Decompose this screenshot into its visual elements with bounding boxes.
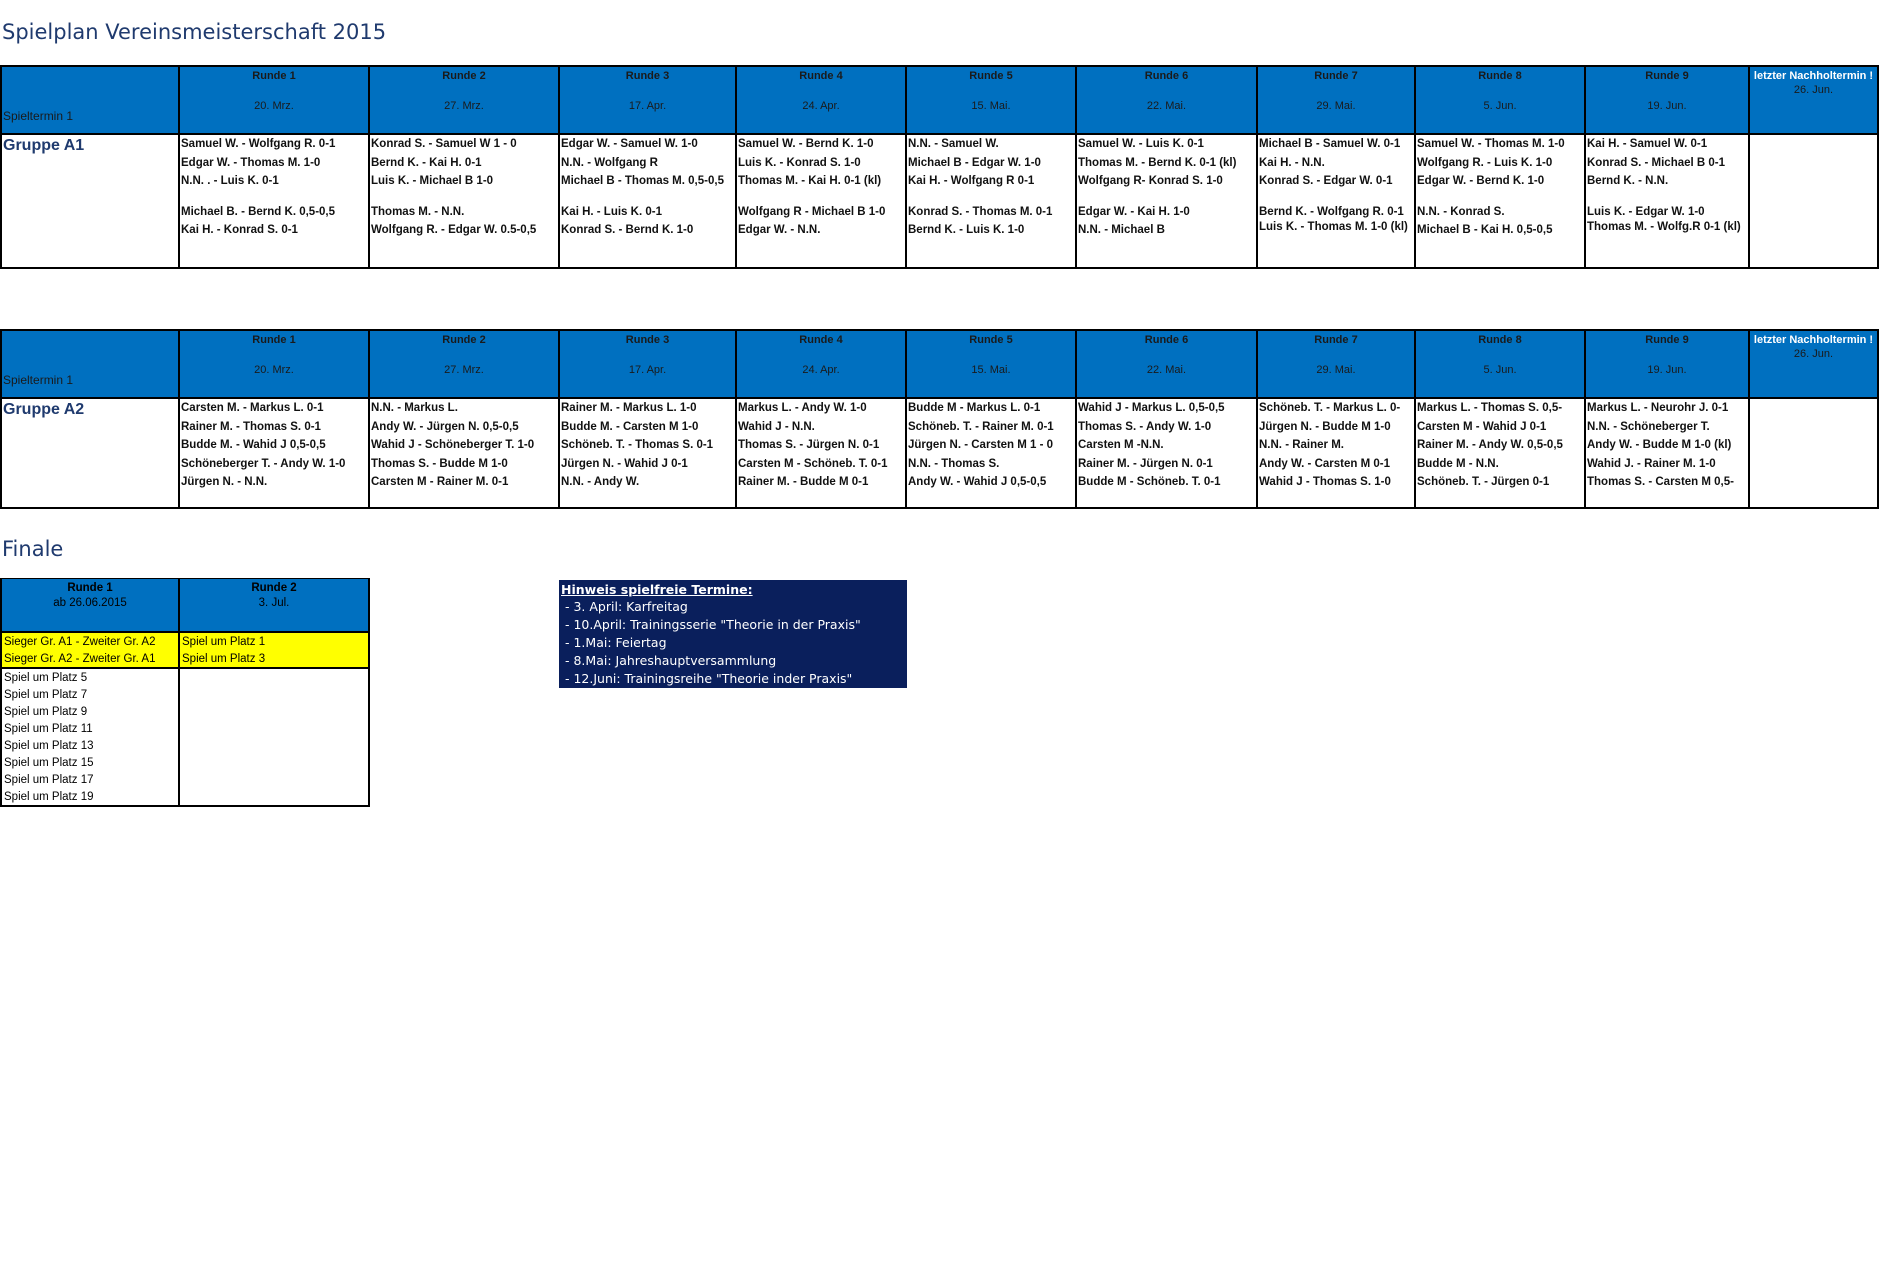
round-date: 19. Jun. — [1647, 100, 1687, 112]
match-entry: Rainer M. - Thomas S. 0-1 — [181, 420, 321, 433]
round-header-8[interactable] — [1415, 66, 1585, 134]
finale-placement[interactable] — [179, 720, 369, 737]
match-entry: Andy W. - Carsten M 0-1 — [1259, 457, 1390, 470]
note-item: - 12.Juni: Trainingsreihe "Theorie inder Praxis" — [565, 671, 853, 686]
round-cell-1[interactable] — [179, 398, 369, 508]
finale-r1-date: ab 26.06.2015 — [53, 597, 127, 609]
match-entry: Bernd K. - Wolfgang R. 0-1 — [1259, 205, 1404, 218]
finale-placement[interactable] — [179, 771, 369, 788]
round-cell-8[interactable] — [1415, 398, 1585, 508]
match-entry: Wolfgang R- Konrad S. 1-0 — [1078, 175, 1223, 187]
last-makeup-label: letzter Nachholtermin ! — [1753, 334, 1874, 346]
group-label-cell — [1, 134, 179, 268]
round-label: Runde 2 — [442, 70, 486, 82]
match-entry: Thomas M. - Bernd K. 0-1 (kl) — [1078, 156, 1237, 169]
round-label: Runde 9 — [1645, 70, 1689, 82]
match-entry: N.N. - Thomas S. — [908, 457, 1000, 470]
last-makeup-label: letzter Nachholtermin ! — [1753, 70, 1874, 82]
note-box — [559, 580, 907, 688]
match-entry: Samuel W. - Bernd K. 1-0 — [738, 138, 874, 150]
finale-placement[interactable] — [179, 686, 369, 703]
finale-pairing[interactable]: Spiel um Platz 5 — [1, 668, 179, 686]
finale-pairing[interactable]: Sieger Gr. A2 - Zweiter Gr. A1 — [1, 650, 179, 668]
match-entry: Budde M. - Wahid J 0,5-0,5 — [181, 439, 326, 451]
group-table-2 — [0, 329, 1879, 509]
match-entry: N.N. - Schöneberger T. — [1587, 420, 1710, 433]
group-name: Gruppe A1 — [3, 137, 85, 154]
match-entry: Wolfgang R - Michael B 1-0 — [738, 205, 886, 218]
round-header-5[interactable] — [906, 330, 1076, 398]
round-cell-7[interactable] — [1257, 134, 1415, 268]
group-table-1 — [0, 65, 1879, 269]
finale-pairing[interactable]: Spiel um Platz 13 — [1, 737, 179, 754]
match-entry: N.N. - Andy W. — [561, 476, 640, 488]
round-cell-9[interactable] — [1585, 134, 1749, 268]
match-entry: Jürgen N. - Wahid J 0-1 — [561, 457, 688, 470]
note-item: - 10.April: Trainingsserie "Theorie in der Praxis" — [565, 617, 861, 632]
match-entry: Konrad S. - Samuel W 1 - 0 — [371, 138, 517, 150]
match-entry: Edgar W. - N.N. — [738, 224, 821, 236]
round-date: 24. Apr. — [802, 100, 840, 112]
round-label: Runde 4 — [799, 70, 843, 82]
match-entry: Thomas M. - Wolfg.R 0-1 (kl) — [1587, 221, 1741, 233]
round-date: 27. Mrz. — [444, 100, 484, 112]
round-cell-3[interactable] — [559, 134, 736, 268]
round-cell-8[interactable] — [1415, 134, 1585, 268]
round-label: Runde 7 — [1314, 334, 1358, 346]
round-header-1[interactable] — [179, 330, 369, 398]
round-label: Runde 8 — [1478, 70, 1522, 82]
finale-row — [1, 650, 369, 668]
finale-placement[interactable] — [179, 737, 369, 754]
round-cell-2[interactable] — [369, 134, 559, 268]
match-entry: Samuel W. - Thomas M. 1-0 — [1417, 138, 1565, 150]
spieltermin-label: Spieltermin 1 — [1, 330, 179, 398]
finale-title: Finale — [2, 537, 64, 561]
match-entry: Andy W. - Jürgen N. 0,5-0,5 — [371, 420, 519, 433]
round-header-9[interactable] — [1585, 66, 1749, 134]
finale-placement[interactable] — [179, 788, 369, 806]
finale-r2-label: Runde 2 — [251, 582, 297, 594]
round-label: Runde 8 — [1478, 334, 1522, 346]
match-entry: Rainer M. - Markus L. 1-0 — [561, 402, 697, 414]
round-cell-4[interactable] — [736, 134, 906, 268]
round-date: 20. Mrz. — [254, 100, 294, 112]
round-date: 5. Jun. — [1483, 364, 1517, 376]
note-item: - 1.Mai: Feiertag — [565, 635, 667, 650]
match-entry: Schöneberger T. - Andy W. 1-0 — [181, 457, 346, 470]
round-header-6[interactable] — [1076, 66, 1257, 134]
match-entry: Jürgen N. - Carsten M 1 - 0 — [908, 439, 1054, 451]
finale-row — [1, 788, 369, 806]
finale-row — [1, 720, 369, 737]
match-entry: Budde M - Schöneb. T. 0-1 — [1078, 476, 1221, 488]
round-header-4[interactable] — [736, 330, 906, 398]
match-entry: Michael B. - Bernd K. 0,5-0,5 — [181, 205, 336, 218]
match-entry: N.N. - Wolfgang R — [561, 156, 658, 169]
match-entry: Jürgen N. - Budde M 1-0 — [1259, 420, 1391, 433]
match-entry: Samuel W. - Luis K. 0-1 — [1078, 138, 1204, 150]
match-entry: N.N. - Konrad S. — [1417, 205, 1505, 218]
match-entry: Kai H. - Konrad S. 0-1 — [181, 224, 298, 236]
match-entry: Luis K. - Michael B 1-0 — [371, 175, 494, 187]
finale-row — [1, 754, 369, 771]
finale-pairing[interactable]: Spiel um Platz 11 — [1, 720, 179, 737]
round-label: Runde 5 — [969, 70, 1013, 82]
finale-placement[interactable]: Spiel um Platz 1 — [179, 632, 369, 650]
finale-pairing[interactable]: Sieger Gr. A1 - Zweiter Gr. A2 — [1, 632, 179, 650]
round-cell-3[interactable] — [559, 398, 736, 508]
round-header-3[interactable] — [559, 66, 736, 134]
match-entry: Luis K. - Konrad S. 1-0 — [738, 156, 861, 169]
match-entry: Carsten M - Rainer M. 0-1 — [371, 476, 509, 488]
finale-table — [0, 578, 370, 807]
finale-row — [1, 686, 369, 703]
finale-placement[interactable] — [179, 703, 369, 720]
round-date: 17. Apr. — [628, 364, 667, 376]
match-entry: Edgar W. - Kai H. 1-0 — [1078, 205, 1190, 218]
match-entry: Konrad S. - Bernd K. 1-0 — [561, 224, 694, 236]
group-name: Gruppe A2 — [3, 401, 85, 418]
match-entry: Michael B - Edgar W. 1-0 — [908, 156, 1041, 169]
finale-row — [1, 737, 369, 754]
match-entry: N.N. - Rainer M. — [1259, 439, 1344, 451]
last-makeup-date: 26. Jun. — [1793, 84, 1834, 96]
match-entry: Samuel W. - Wolfgang R. 0-1 — [181, 138, 336, 150]
match-entry: Thomas M. - N.N. — [371, 205, 465, 218]
finale-r1-label: Runde 1 — [67, 582, 113, 594]
round-header-7[interactable] — [1257, 66, 1415, 134]
match-entry: Budde M. - Carsten M 1-0 — [561, 420, 699, 433]
group-label-cell — [1, 398, 179, 508]
match-entry: Andy W. - Wahid J 0,5-0,5 — [908, 476, 1047, 488]
match-entry: Wolfgang R. - Luis K. 1-0 — [1417, 156, 1553, 169]
match-entry: Michael B - Kai H. 0,5-0,5 — [1417, 224, 1553, 236]
match-entry: Konrad S. - Thomas M. 0-1 — [908, 205, 1053, 218]
match-entry: Carsten M. - Markus L. 0-1 — [181, 402, 324, 414]
round-date: 24. Apr. — [802, 364, 840, 376]
round-date: 15. Mai. — [971, 364, 1011, 376]
match-entry: N.N. - Markus L. — [371, 402, 458, 414]
note-item: - 3. April: Karfreitag — [565, 599, 688, 614]
round-date: 19. Jun. — [1647, 364, 1687, 376]
finale-pairing[interactable]: Spiel um Platz 17 — [1, 771, 179, 788]
match-entry: N.N. - Samuel W. — [908, 138, 999, 150]
match-entry: Kai H. - N.N. — [1259, 156, 1325, 169]
match-entry: Markus L. - Andy W. 1-0 — [738, 402, 867, 414]
match-entry: Luis K. - Edgar W. 1-0 — [1587, 205, 1705, 218]
match-entry: Carsten M - Wahid J 0-1 — [1417, 420, 1547, 433]
match-entry: Schöneb. T. - Markus L. 0- — [1259, 402, 1401, 414]
match-entry: Wahid J - N.N. — [738, 420, 815, 433]
match-entry: Carsten M - Schöneb. T. 0-1 — [738, 457, 888, 470]
round-date: 17. Apr. — [628, 100, 667, 112]
round-cell-5[interactable] — [906, 134, 1076, 268]
finale-header-row — [1, 579, 369, 633]
round-header-3[interactable] — [559, 330, 736, 398]
last-makeup-header[interactable] — [1749, 66, 1878, 134]
match-entry: Andy W. - Budde M 1-0 (kl) — [1587, 439, 1732, 451]
match-entry: Schöneb. T. - Rainer M. 0-1 — [908, 420, 1054, 433]
match-entry: Thomas S. - Andy W. 1-0 — [1078, 420, 1212, 433]
match-entry: Edgar W. - Thomas M. 1-0 — [181, 156, 321, 169]
match-entry: Thomas M. - Kai H. 0-1 (kl) — [738, 175, 882, 187]
round-date: 22. Mai. — [1146, 100, 1187, 112]
round-cell-1[interactable] — [179, 134, 369, 268]
match-entry: N.N. - Michael B — [1078, 224, 1165, 236]
round-label: Runde 1 — [252, 334, 296, 346]
round-header-8[interactable] — [1415, 330, 1585, 398]
match-entry: Rainer M. - Andy W. 0,5-0,5 — [1417, 439, 1563, 451]
round-cell-7[interactable] — [1257, 398, 1415, 508]
round-cell-6[interactable] — [1076, 398, 1257, 508]
match-entry: N.N. . - Luis K. 0-1 — [181, 175, 279, 187]
round-header-6[interactable] — [1076, 330, 1257, 398]
match-entry: Rainer M. - Jürgen N. 0-1 — [1078, 457, 1213, 470]
finale-row — [1, 632, 369, 650]
round-header-7[interactable] — [1257, 330, 1415, 398]
finale-row — [1, 771, 369, 788]
round-label: Runde 7 — [1314, 70, 1358, 82]
round-label: Runde 3 — [625, 70, 670, 82]
match-entry: Wahid J - Thomas S. 1-0 — [1259, 476, 1391, 488]
round-date: 27. Mrz. — [444, 364, 484, 376]
match-entry: Carsten M -N.N. — [1078, 439, 1164, 451]
round-label: Runde 1 — [252, 70, 296, 82]
match-entry: Konrad S. - Edgar W. 0-1 — [1259, 175, 1393, 187]
round-date: 15. Mai. — [971, 100, 1011, 112]
round-cell-5[interactable] — [906, 398, 1076, 508]
note-item: - 8.Mai: Jahreshauptversammlung — [565, 653, 777, 668]
sheet-title: Spielplan Vereinsmeisterschaft 2015 — [2, 20, 387, 44]
match-entry: Rainer M. - Budde M 0-1 — [738, 476, 869, 488]
match-entry: Konrad S. - Michael B 0-1 — [1587, 156, 1726, 169]
round-header-2[interactable] — [369, 66, 559, 134]
round-cell-9[interactable] — [1585, 398, 1749, 508]
group-row — [1, 134, 1878, 268]
round-header-5[interactable] — [906, 66, 1076, 134]
round-date: 29. Mai. — [1316, 100, 1356, 112]
match-entry: Wahid J - Markus L. 0,5-0,5 — [1078, 402, 1225, 414]
note-title: Hinweis spielfreie Termine: — [561, 582, 753, 597]
match-entry: Schöneb. T. - Jürgen 0-1 — [1417, 476, 1550, 488]
round-label: Runde 5 — [969, 334, 1013, 346]
round-date: 5. Jun. — [1483, 100, 1517, 112]
match-entry: Budde M - Markus L. 0-1 — [908, 402, 1041, 414]
match-entry: Michael B - Samuel W. 0-1 — [1259, 138, 1401, 150]
finale-pairing[interactable]: Spiel um Platz 19 — [1, 788, 179, 806]
match-entry: Thomas S. - Budde M 1-0 — [371, 457, 508, 470]
spieltermin-label: Spieltermin 1 — [1, 66, 179, 134]
finale-pairing[interactable]: Spiel um Platz 15 — [1, 754, 179, 771]
match-entry: Jürgen N. - N.N. — [181, 476, 268, 488]
finale-placement[interactable] — [179, 668, 369, 686]
round-label: Runde 6 — [1144, 70, 1189, 82]
round-label: Runde 6 — [1144, 334, 1189, 346]
round-header-row — [1, 66, 1878, 134]
match-entry: Thomas S. - Jürgen N. 0-1 — [738, 439, 880, 451]
round-cell-10[interactable] — [1749, 398, 1878, 508]
last-makeup-header[interactable] — [1749, 330, 1878, 398]
round-date: 20. Mrz. — [254, 364, 294, 376]
round-header-1[interactable] — [179, 66, 369, 134]
match-entry: Edgar W. - Samuel W. 1-0 — [561, 138, 698, 150]
match-entry: Budde M - N.N. — [1417, 457, 1499, 470]
match-entry: Michael B - Thomas M. 0,5-0,5 — [561, 175, 724, 187]
match-entry: Markus L. - Thomas S. 0,5- — [1417, 402, 1563, 414]
round-header-9[interactable] — [1585, 330, 1749, 398]
round-label: Runde 3 — [625, 334, 670, 346]
finale-placement[interactable]: Spiel um Platz 3 — [179, 650, 369, 668]
round-label: Runde 2 — [442, 334, 486, 346]
finale-row — [1, 668, 369, 686]
round-header-2[interactable] — [369, 330, 559, 398]
match-entry: Wahid J - Schöneberger T. 1-0 — [371, 439, 535, 451]
finale-header-r2[interactable] — [179, 579, 369, 633]
match-entry: Bernd K. - Luis K. 1-0 — [908, 224, 1025, 236]
round-label: Runde 4 — [799, 334, 843, 346]
match-entry: Luis K. - Thomas M. 1-0 (kl) — [1259, 221, 1408, 233]
round-header-row — [1, 330, 1878, 398]
match-entry: Wahid J. - Rainer M. 1-0 — [1587, 457, 1716, 470]
round-date: 29. Mai. — [1316, 364, 1356, 376]
round-cell-10[interactable] — [1749, 134, 1878, 268]
round-cell-6[interactable] — [1076, 134, 1257, 268]
match-entry: Markus L. - Neurohr J. 0-1 — [1587, 402, 1729, 414]
round-cell-4[interactable] — [736, 398, 906, 508]
match-entry: Kai H. - Samuel W. 0-1 — [1587, 138, 1708, 150]
last-makeup-date: 26. Jun. — [1793, 348, 1834, 360]
round-cell-2[interactable] — [369, 398, 559, 508]
finale-placement[interactable] — [179, 754, 369, 771]
round-date: 22. Mai. — [1146, 364, 1187, 376]
finale-pairing[interactable]: Spiel um Platz 7 — [1, 686, 179, 703]
finale-row — [1, 703, 369, 720]
round-header-4[interactable] — [736, 66, 906, 134]
finale-header-r1[interactable] — [1, 579, 179, 633]
match-entry: Kai H. - Luis K. 0-1 — [561, 205, 662, 218]
group-row — [1, 398, 1878, 508]
round-label: Runde 9 — [1645, 334, 1689, 346]
match-entry: Bernd K. - Kai H. 0-1 — [371, 156, 482, 169]
match-entry: Wolfgang R. - Edgar W. 0.5-0,5 — [371, 224, 537, 236]
finale-pairing[interactable]: Spiel um Platz 9 — [1, 703, 179, 720]
match-entry: Kai H. - Wolfgang R 0-1 — [908, 175, 1035, 187]
match-entry: Schöneb. T. - Thomas S. 0-1 — [561, 439, 714, 451]
finale-r2-date: 3. Jul. — [258, 597, 290, 609]
match-entry: Edgar W. - Bernd K. 1-0 — [1417, 175, 1545, 187]
match-entry: Thomas S. - Carsten M 0,5- — [1587, 476, 1734, 488]
match-entry: Bernd K. - N.N. — [1587, 175, 1669, 187]
